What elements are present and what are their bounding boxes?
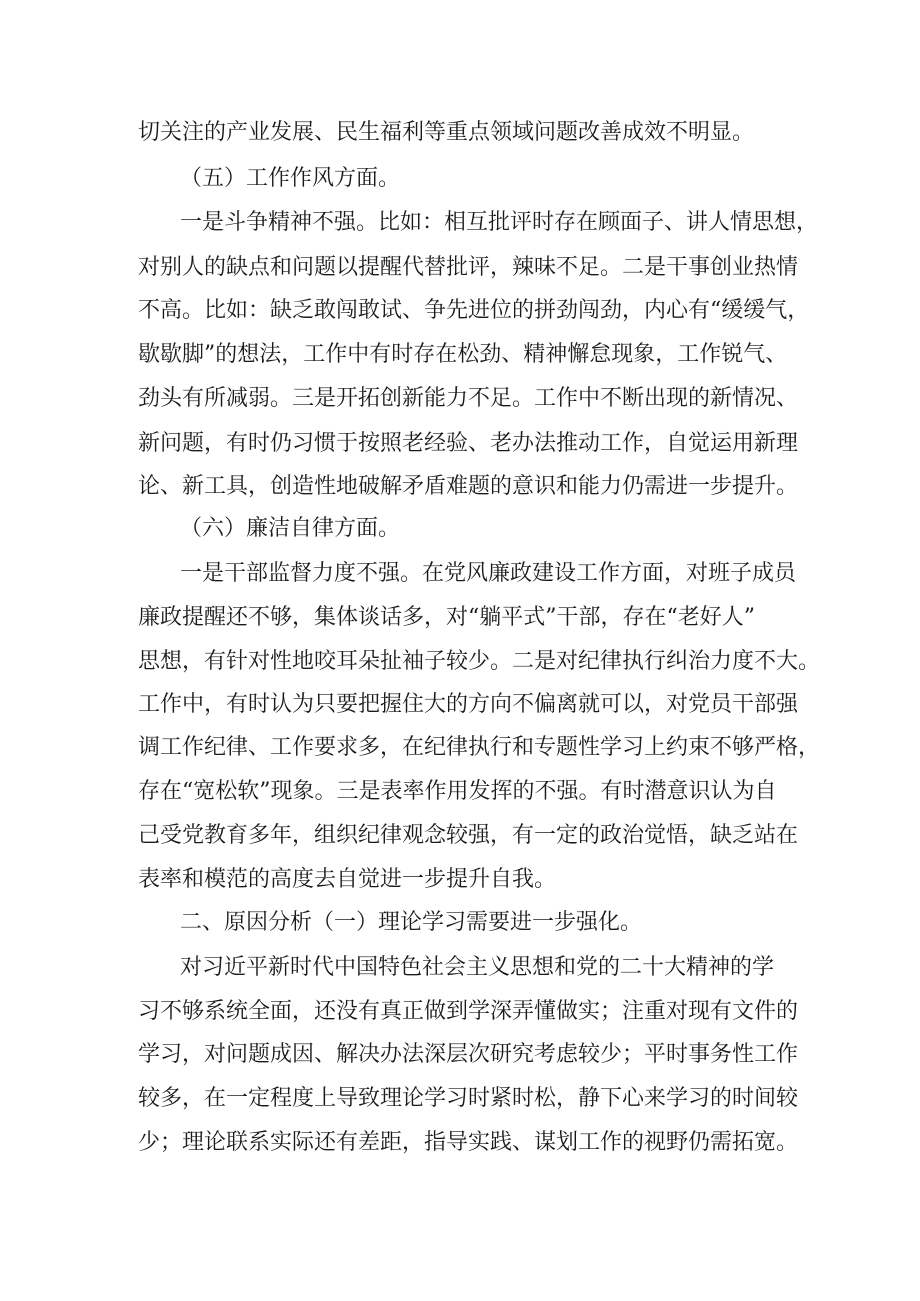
text-line: 表率和模范的高度去自觉进一步提升自我。 [138, 867, 557, 892]
text-line: 调工作纪律、工作要求多，在纪律执行和专题性学习上约束不够严格， [138, 735, 821, 760]
text-line: 对别人的缺点和问题以提醒代替批评，辣味不足。二是干事创业热情 [138, 255, 799, 280]
text-line: 存在“宽松软”现象。三是表率作用发挥的不强。有时潜意识认为自 [138, 779, 777, 804]
text-line: 一是干部监督力度不强。在党风廉政建设工作方面，对班子成员 [180, 561, 797, 586]
text-line: 歇歇脚”的想法，工作中有时存在松劲、精神懈怠现象，工作锐气、 [138, 342, 788, 367]
text-line: 劲头有所减弱。三是开拓创新能力不足。工作中不断出现的新情况、 [138, 386, 799, 411]
text-line: 较多，在一定程度上导致理论学习时紧时松，静下心来学习的时间较 [138, 1086, 799, 1111]
text-line: 对习近平新时代中国特色社会主义思想和党的二十大精神的学 [180, 955, 775, 980]
section-heading-integrity: （六）廉洁自律方面。 [180, 516, 401, 541]
text-line: 不高。比如：缺乏敢闯敢试、争先进位的拼劲闯劲，内心有“缓缓气， [138, 298, 810, 323]
section-heading-work-style: （五）工作作风方面。 [180, 166, 401, 191]
text-line: 己受党教育多年，组织纪律观念较强，有一定的政治觉悟，缺乏站在 [138, 823, 799, 848]
section-heading-cause-analysis: 二、原因分析（一）理论学习需要进一步强化。 [180, 910, 643, 935]
text-line: 切关注的产业发展、民生福利等重点领域问题改善成效不明显。 [138, 120, 755, 145]
text-line: 一是斗争精神不强。比如：相互批评时存在顾面子、讲人情思想， [180, 210, 819, 235]
text-line: 论、新工具，创造性地破解矛盾难题的意识和能力仍需进一步提升。 [138, 474, 799, 499]
text-line: 新问题，有时仍习惯于按照老经验、老办法推动工作，自觉运用新理 [138, 431, 799, 456]
text-line: 学习，对问题成因、解决办法深层次研究考虑较少；平时事务性工作 [138, 1042, 799, 1067]
text-line: 少；理论联系实际还有差距，指导实践、谋划工作的视野仍需拓宽。 [138, 1130, 799, 1155]
text-line: 思想，有针对性地咬耳朵扯袖子较少。二是对纪律执行纠治力度不大。 [138, 649, 821, 674]
text-line: 习不够系统全面，还没有真正做到学深弄懂做实；注重对现有文件的 [138, 999, 799, 1024]
text-line: 廉政提醒还不够，集体谈话多，对“躺平式”干部，存在“老好人” [138, 605, 755, 630]
text-line: 工作中，有时认为只要把握住大的方向不偏离就可以，对党员干部强 [138, 692, 799, 717]
